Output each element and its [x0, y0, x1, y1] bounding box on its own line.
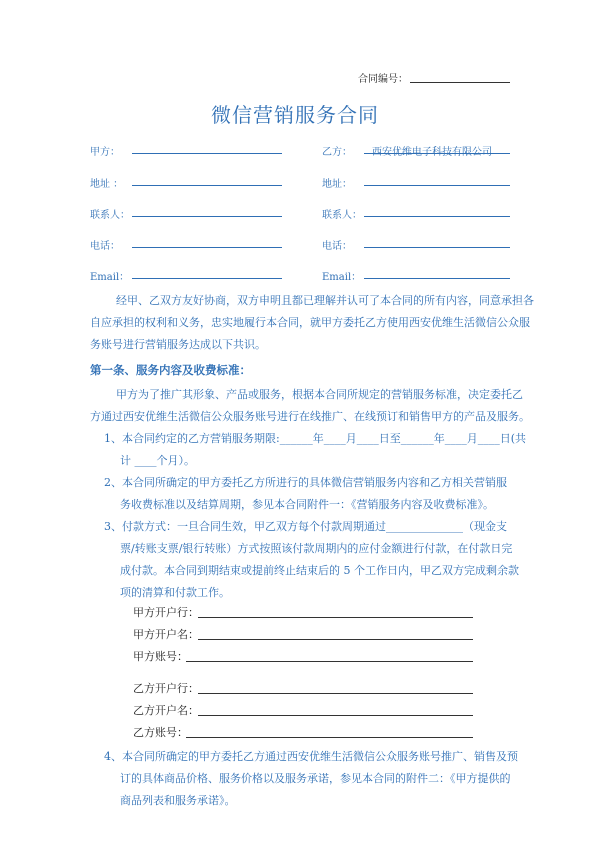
party-b-phone-label: 电话：: [322, 241, 352, 252]
section-1-intro-line-1: 甲方为了推广其形象、产品或服务，根据本合同所规定的营销服务标准，决定委托乙: [116, 388, 523, 401]
party-a-account-no-label: 甲方账号：: [133, 650, 188, 663]
party-a-name-field[interactable]: [132, 153, 282, 154]
item-4-line-1: 4、本合同所确定的甲方委托乙方通过西安优维生活微信公众服务账号推广、销售及预: [104, 750, 518, 763]
party-a-account-name-label: 甲方开户名：: [133, 628, 199, 641]
party-a-bank-label: 甲方开户行：: [133, 606, 199, 619]
party-a-contact-field[interactable]: [132, 216, 282, 217]
party-a-bank-field[interactable]: [198, 617, 473, 618]
party-b-contact-label: 联系人：: [322, 210, 362, 221]
party-b-contact-field[interactable]: [364, 216, 510, 217]
item-4-line-3: 商品列表和服务承诺》。: [120, 794, 236, 807]
party-a-phone-label: 电话：: [90, 241, 120, 252]
party-a-contact-label: 联系人：: [90, 210, 130, 221]
item-3-line-3: 成付款。本合同到期结束或提前终止结束后的 5 个工作日内，甲乙双方完成剩余款: [120, 564, 519, 577]
item-3-line-2: 票/转账支票/银行转账）方式按照该付款周期内的应付金额进行付款，在付款日完: [120, 542, 513, 555]
section-1-intro-line-2: 方通过西安优维生活微信公众服务账号进行在线推广、在线预订和销售甲方的产品及服务。: [90, 410, 530, 423]
page-title: 微信营销服务合同: [211, 103, 379, 127]
item-1-line-1: 1、本合同约定的乙方营销服务期限:______年____月____日至______年____月____日(共: [104, 432, 526, 445]
party-b-account-name-field[interactable]: [198, 715, 473, 716]
party-a-account-name-field[interactable]: [198, 639, 473, 640]
intro-line-3: 务账号进行营销服务达成以下共识。: [90, 338, 266, 351]
party-a-email-field[interactable]: [132, 278, 282, 279]
party-a-address-label: 地址 ：: [90, 179, 124, 190]
party-b-address-field[interactable]: [364, 185, 510, 186]
item-2-line-2: 务收费标准以及结算周期，参见本合同附件一：《营销服务内容及收费标准》。: [120, 498, 494, 511]
item-1-line-2: 计 ____个月）。: [120, 454, 195, 467]
party-a-phone-field[interactable]: [132, 247, 282, 248]
party-a-email-label: Email：: [90, 272, 130, 283]
party-b-name-label: 乙方：: [322, 147, 352, 158]
party-a-address-field[interactable]: [132, 185, 282, 186]
party-b-address-label: 地址：: [322, 179, 352, 190]
party-b-account-no-field[interactable]: [186, 737, 473, 738]
intro-line-1: 经甲、乙双方友好协商，双方申明且都已理解并认可了本合同的所有内容，同意承担各: [116, 294, 534, 307]
contract-no-label: 合同编号：: [358, 74, 408, 85]
party-b-account-no-label: 乙方账号：: [133, 726, 188, 739]
party-a-account-no-field[interactable]: [186, 661, 473, 662]
intro-line-2: 自应承担的权利和义务，忠实地履行本合同，就甲方委托乙方使用西安优维生活微信公众服: [90, 316, 530, 329]
party-b-email-field[interactable]: [364, 278, 510, 279]
party-b-bank-field[interactable]: [198, 693, 473, 694]
party-b-email-label: Email：: [322, 272, 362, 283]
party-a-name-label: 甲方：: [90, 147, 120, 158]
item-3-line-1: 3、付款方式：一旦合同生效，甲乙双方每个付款周期通过______________（现金支: [104, 520, 507, 533]
item-2-line-1: 2、本合同所确定的甲方委托乙方所进行的具体微信营销服务内容和乙方相关营销服: [104, 476, 507, 489]
contract-no-field[interactable]: [410, 82, 510, 83]
party-b-account-name-label: 乙方开户名：: [133, 704, 199, 717]
party-b-phone-field[interactable]: [364, 247, 510, 248]
party-b-bank-label: 乙方开户行：: [133, 682, 199, 695]
item-3-line-4: 项的清算和付款工作。: [120, 586, 230, 599]
party-b-name-field[interactable]: [364, 153, 510, 154]
item-4-line-2: 订的具体商品价格、服务价格以及服务承诺，参见本合同的附件二：《甲方提供的: [120, 772, 511, 785]
section-1-heading: 第一条、服务内容及收费标准：: [90, 363, 251, 377]
party-b-name-value: 西安优维电子科技有限公司: [372, 147, 492, 158]
